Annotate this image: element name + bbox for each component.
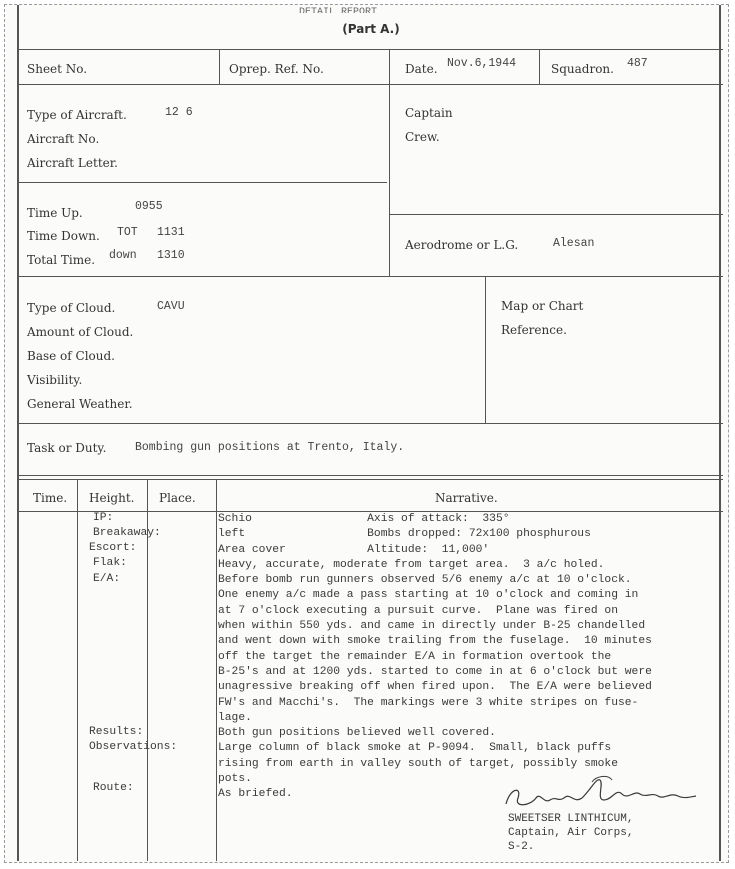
rule bbox=[485, 276, 486, 423]
narrative-line: pots. bbox=[218, 773, 252, 786]
date-value: Nov.6,1944 bbox=[447, 57, 517, 70]
escort-label: Escort: bbox=[89, 542, 137, 554]
report-header-title: DETAIL REPORT bbox=[299, 7, 378, 13]
visibility-label: Visibility. bbox=[27, 373, 83, 387]
rule bbox=[219, 49, 220, 84]
task-value: Bombing gun positions at Trento, Italy. bbox=[135, 441, 405, 454]
squadron-label: Squadron. bbox=[551, 62, 614, 76]
narrative-line: rising from earth in valley south of target, possibly smoke bbox=[218, 757, 618, 770]
signature-name: SWEETSER LINTHICUM, bbox=[508, 813, 634, 825]
height-column-header: Height. bbox=[89, 491, 135, 505]
narrative-line: off the target the remainder E/A in formation overtook the bbox=[218, 650, 612, 663]
narrative-line: lage. bbox=[218, 711, 252, 724]
signature-office: S-2. bbox=[508, 841, 535, 853]
cloud-amount-label: Amount of Cloud. bbox=[27, 325, 134, 339]
aircraft-number-label: Aircraft No. bbox=[27, 132, 100, 146]
rule bbox=[19, 84, 723, 85]
narrative-line: Large column of black smoke at P-9094. Small, black puffs bbox=[218, 742, 612, 755]
narrative-line: left Bombs dropped: 72x100 phosphurous bbox=[218, 528, 591, 541]
time-down-prefix: TOT bbox=[117, 226, 138, 239]
narrative-line: Before bomb run gunners observed 5/6 enemy a/c at 10 o'clock. bbox=[218, 574, 632, 587]
rule bbox=[539, 49, 540, 84]
sheet-number-label: Sheet No. bbox=[27, 62, 88, 76]
ea-label: E/A: bbox=[93, 573, 121, 585]
observations-label: Observations: bbox=[89, 741, 178, 753]
task-label: Task or Duty. bbox=[27, 441, 107, 455]
total-time-label: Total Time. bbox=[27, 253, 96, 267]
narrative-line: FW's and Macchi's. The markings were 3 white stripes on fuse- bbox=[218, 696, 639, 709]
general-weather-label: General Weather. bbox=[27, 397, 133, 411]
aircraft-type-value: 12 6 bbox=[165, 106, 193, 119]
rule bbox=[19, 423, 723, 424]
narrative-line: at 7 o'clock executing a pursuit curve. Plane was fired on bbox=[218, 604, 618, 617]
route-label: Route: bbox=[93, 782, 134, 794]
narrative-line: As briefed. bbox=[218, 788, 293, 801]
total-time-prefix: down bbox=[109, 249, 137, 262]
time-down-label: Time Down. bbox=[27, 229, 100, 243]
breakaway-label: Breakaway: bbox=[93, 527, 161, 539]
ip-label: IP: bbox=[93, 512, 114, 524]
signature-rank: Captain, Air Corps, bbox=[508, 827, 634, 839]
narrative-text bbox=[218, 512, 698, 803]
place-column-header: Place. bbox=[159, 491, 196, 505]
part-label: (Part A.) bbox=[342, 22, 400, 36]
captain-label: Captain bbox=[405, 106, 453, 120]
narrative-line: B-25's and at 1200 yds. started to come in at 6 o'clock but were bbox=[218, 665, 652, 678]
map-chart-label: Map or Chart bbox=[501, 299, 584, 313]
narrative-line: Both gun positions believed well covered. bbox=[218, 727, 496, 740]
narrative-line: and went down with smoke trailing from the fuselage. 10 minutes bbox=[218, 635, 652, 648]
rule bbox=[19, 276, 723, 277]
rule bbox=[77, 479, 78, 861]
oprep-ref-label: Oprep. Ref. No. bbox=[229, 62, 324, 76]
time-up-value: 0955 bbox=[135, 200, 163, 213]
narrative-line: Heavy, accurate, moderate from target area. 3 a/c holed. bbox=[218, 558, 605, 571]
rule bbox=[19, 475, 723, 476]
aircraft-type-label: Type of Aircraft. bbox=[27, 108, 127, 122]
narrative-line: Schio Axis of attack: 335° bbox=[218, 513, 510, 525]
cloud-type-label: Type of Cloud. bbox=[27, 301, 116, 315]
signature-block bbox=[508, 812, 633, 854]
aircraft-letter-label: Aircraft Letter. bbox=[27, 156, 118, 170]
squadron-value: 487 bbox=[627, 57, 648, 70]
rule bbox=[19, 49, 723, 50]
aerodrome-value: Alesan bbox=[553, 237, 595, 250]
cloud-base-label: Base of Cloud. bbox=[27, 349, 115, 363]
date-label: Date. bbox=[405, 62, 438, 76]
map-reference-label: Reference. bbox=[501, 323, 567, 337]
narrative-line: unagressive breaking off when fired upon. The E/A were believed bbox=[218, 681, 652, 694]
crew-label: Crew. bbox=[405, 130, 440, 144]
total-time-value: 1310 bbox=[157, 249, 185, 262]
rule bbox=[19, 182, 387, 183]
flak-label: Flak: bbox=[93, 557, 127, 569]
narrative-line: when within 550 yds. and came in directly under B-25 chandelled bbox=[218, 620, 646, 633]
narrative-line: Area cover Altitude: 11,000' bbox=[218, 543, 490, 556]
time-up-label: Time Up. bbox=[27, 206, 83, 220]
narrative-column-header: Narrative. bbox=[435, 491, 498, 505]
time-down-value: 1131 bbox=[157, 226, 185, 239]
narrative-line: One enemy a/c made a pass starting at 10 o'clock and coming in bbox=[218, 589, 639, 602]
rule bbox=[216, 479, 217, 861]
cloud-type-value: CAVU bbox=[157, 300, 185, 313]
rule bbox=[389, 49, 390, 276]
time-column-header: Time. bbox=[33, 491, 68, 505]
aerodrome-label: Aerodrome or L.G. bbox=[405, 238, 519, 252]
results-label: Results: bbox=[89, 726, 144, 738]
rule bbox=[19, 479, 723, 480]
rule bbox=[389, 214, 723, 215]
